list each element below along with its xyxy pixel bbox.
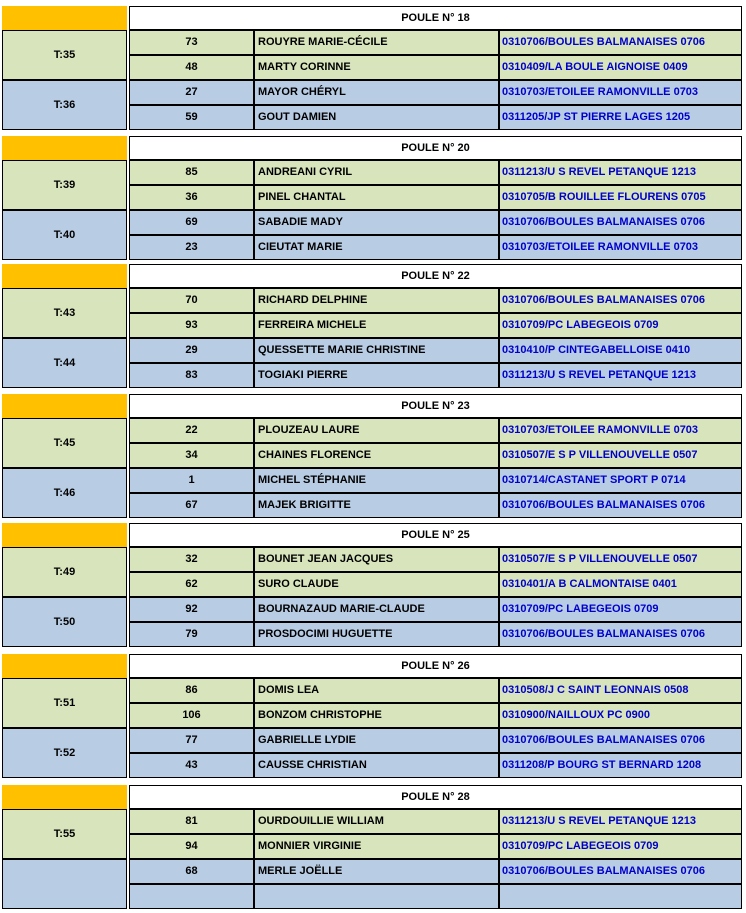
- poule-header: [0, 521, 742, 547]
- player-name: BONZOM CHRISTOPHE: [254, 703, 499, 728]
- player-number: 59: [129, 105, 254, 130]
- player-name: CAUSSE CHRISTIAN: [254, 753, 499, 778]
- team-label: T:39: [2, 160, 127, 210]
- player-name: MAJEK BRIGITTE: [254, 493, 499, 518]
- player-row: [129, 859, 742, 884]
- team-block: [0, 30, 742, 80]
- player-club: 0311213/U S REVEL PETANQUE 1213: [499, 809, 742, 834]
- player-name: GABRIELLE LYDIE: [254, 728, 499, 753]
- team-label: T:40: [2, 210, 127, 260]
- team-block: [0, 160, 742, 210]
- player-row: [129, 547, 742, 572]
- player-number: 106: [129, 703, 254, 728]
- player-club: 0310709/PC LABEGEOIS 0709: [499, 313, 742, 338]
- team-block: [0, 80, 742, 130]
- team-block: [0, 597, 742, 647]
- player-number: 68: [129, 859, 254, 884]
- player-row: [129, 703, 742, 728]
- poule-block: [0, 262, 742, 388]
- poule-title: POULE N° 18: [129, 6, 742, 30]
- player-club: 0310410/P CINTEGABELLOISE 0410: [499, 338, 742, 363]
- player-row: [129, 418, 742, 443]
- player-number: 29: [129, 338, 254, 363]
- player-name: ROUYRE MARIE-CÉCILE: [254, 30, 499, 55]
- player-row: [129, 338, 742, 363]
- player-club: 0310714/CASTANET SPORT P 0714: [499, 468, 742, 493]
- player-name: BOURNAZAUD MARIE-CLAUDE: [254, 597, 499, 622]
- player-row: [129, 468, 742, 493]
- poule-header-marker: [2, 654, 127, 678]
- player-row: [129, 363, 742, 388]
- player-row: [129, 185, 742, 210]
- player-name: [254, 884, 499, 909]
- team-block: [0, 210, 742, 260]
- player-club: 0310706/BOULES BALMANAISES 0706: [499, 288, 742, 313]
- team-block: [0, 418, 742, 468]
- player-number: 1: [129, 468, 254, 493]
- poule-title: POULE N° 26: [129, 654, 742, 678]
- player-name: FERREIRA MICHELE: [254, 313, 499, 338]
- player-name: PROSDOCIMI HUGUETTE: [254, 622, 499, 647]
- player-club: 0310703/ETOILEE RAMONVILLE 0703: [499, 418, 742, 443]
- player-row: [129, 80, 742, 105]
- player-name: MONNIER VIRGINIE: [254, 834, 499, 859]
- poule-header-marker: [2, 136, 127, 160]
- team-block: [0, 338, 742, 388]
- player-name: TOGIAKI PIERRE: [254, 363, 499, 388]
- player-club: 0310706/BOULES BALMANAISES 0706: [499, 210, 742, 235]
- poule-block: [0, 134, 742, 260]
- poule-title: POULE N° 23: [129, 394, 742, 418]
- team-label: [2, 859, 127, 909]
- player-number: 34: [129, 443, 254, 468]
- player-number: [129, 884, 254, 909]
- player-number: 69: [129, 210, 254, 235]
- team-label: T:49: [2, 547, 127, 597]
- player-row: [129, 728, 742, 753]
- player-club: [499, 884, 742, 909]
- poule-title: POULE N° 22: [129, 264, 742, 288]
- team-label: T:45: [2, 418, 127, 468]
- team-label: T:51: [2, 678, 127, 728]
- player-row: [129, 160, 742, 185]
- player-name: DOMIS LEA: [254, 678, 499, 703]
- player-club: 0310507/E S P VILLENOUVELLE 0507: [499, 443, 742, 468]
- player-club: 0311205/JP ST PIERRE LAGES 1205: [499, 105, 742, 130]
- player-club: 0310409/LA BOULE AIGNOISE 0409: [499, 55, 742, 80]
- player-number: 92: [129, 597, 254, 622]
- player-row: [129, 572, 742, 597]
- poule-header-marker: [2, 6, 127, 30]
- player-name: SABADIE MADY: [254, 210, 499, 235]
- player-row: [129, 288, 742, 313]
- player-club: 0311213/U S REVEL PETANQUE 1213: [499, 160, 742, 185]
- player-number: 93: [129, 313, 254, 338]
- player-row: [129, 753, 742, 778]
- poule-title: POULE N° 28: [129, 785, 742, 809]
- team-block: [0, 728, 742, 778]
- player-row: [129, 809, 742, 834]
- player-name: ANDREANI CYRIL: [254, 160, 499, 185]
- player-club: 0310709/PC LABEGEOIS 0709: [499, 597, 742, 622]
- player-number: 36: [129, 185, 254, 210]
- player-row: [129, 443, 742, 468]
- poule-block: [0, 521, 742, 647]
- player-club: 0310401/A B CALMONTAISE 0401: [499, 572, 742, 597]
- player-row: [129, 235, 742, 260]
- poule-header: [0, 392, 742, 418]
- player-club: 0310705/B ROUILLEE FLOURENS 0705: [499, 185, 742, 210]
- player-name: MARTY CORINNE: [254, 55, 499, 80]
- poule-header: [0, 4, 742, 30]
- player-row: [129, 834, 742, 859]
- player-row: [129, 622, 742, 647]
- player-number: 77: [129, 728, 254, 753]
- team-block: [0, 547, 742, 597]
- poule-header-marker: [2, 523, 127, 547]
- player-row: [129, 597, 742, 622]
- player-row: [129, 55, 742, 80]
- player-name: CHAINES FLORENCE: [254, 443, 499, 468]
- player-club: 0310900/NAILLOUX PC 0900: [499, 703, 742, 728]
- player-number: 81: [129, 809, 254, 834]
- player-club: 0310706/BOULES BALMANAISES 0706: [499, 30, 742, 55]
- player-name: RICHARD DELPHINE: [254, 288, 499, 313]
- player-club: 0311213/U S REVEL PETANQUE 1213: [499, 363, 742, 388]
- poule-block: [0, 783, 742, 909]
- player-row: [129, 313, 742, 338]
- player-name: MAYOR CHÉRYL: [254, 80, 499, 105]
- player-row: [129, 30, 742, 55]
- player-number: 27: [129, 80, 254, 105]
- player-name: PLOUZEAU LAURE: [254, 418, 499, 443]
- team-label: T:35: [2, 30, 127, 80]
- poule-block: [0, 4, 742, 130]
- player-row: [129, 493, 742, 518]
- poule-header-marker: [2, 785, 127, 809]
- player-number: 43: [129, 753, 254, 778]
- player-name: MERLE JOËLLE: [254, 859, 499, 884]
- poule-header-marker: [2, 394, 127, 418]
- player-row: [129, 884, 742, 909]
- player-club: 0311208/P BOURG ST BERNARD 1208: [499, 753, 742, 778]
- player-number: 86: [129, 678, 254, 703]
- team-label: T:50: [2, 597, 127, 647]
- player-club: 0310508/J C SAINT LEONNAIS 0508: [499, 678, 742, 703]
- poule-title: POULE N° 20: [129, 136, 742, 160]
- player-number: 85: [129, 160, 254, 185]
- team-label: T:46: [2, 468, 127, 518]
- player-club: 0310706/BOULES BALMANAISES 0706: [499, 622, 742, 647]
- poule-block: [0, 652, 742, 778]
- poule-block: [0, 392, 742, 518]
- poule-header-marker: [2, 264, 127, 288]
- player-number: 32: [129, 547, 254, 572]
- poule-header: [0, 134, 742, 160]
- player-number: 62: [129, 572, 254, 597]
- player-name: OURDOUILLIE WILLIAM: [254, 809, 499, 834]
- team-label: T:52: [2, 728, 127, 778]
- team-label: T:43: [2, 288, 127, 338]
- player-name: GOUT DAMIEN: [254, 105, 499, 130]
- player-club: 0310703/ETOILEE RAMONVILLE 0703: [499, 80, 742, 105]
- team-block: [0, 809, 742, 859]
- player-row: [129, 105, 742, 130]
- team-block: [0, 288, 742, 338]
- player-number: 73: [129, 30, 254, 55]
- poule-title: POULE N° 25: [129, 523, 742, 547]
- player-name: QUESSETTE MARIE CHRISTINE: [254, 338, 499, 363]
- player-number: 70: [129, 288, 254, 313]
- team-block: [0, 859, 742, 909]
- player-name: CIEUTAT MARIE: [254, 235, 499, 260]
- player-name: BOUNET JEAN JACQUES: [254, 547, 499, 572]
- player-club: 0310706/BOULES BALMANAISES 0706: [499, 859, 742, 884]
- poule-header: [0, 783, 742, 809]
- team-label: T:36: [2, 80, 127, 130]
- player-row: [129, 678, 742, 703]
- team-label: T:44: [2, 338, 127, 388]
- player-row: [129, 210, 742, 235]
- player-name: SURO CLAUDE: [254, 572, 499, 597]
- player-number: 83: [129, 363, 254, 388]
- player-club: 0310706/BOULES BALMANAISES 0706: [499, 493, 742, 518]
- poule-header: [0, 262, 742, 288]
- player-number: 79: [129, 622, 254, 647]
- player-name: MICHEL STÉPHANIE: [254, 468, 499, 493]
- player-number: 22: [129, 418, 254, 443]
- player-name: PINEL CHANTAL: [254, 185, 499, 210]
- player-club: 0310706/BOULES BALMANAISES 0706: [499, 728, 742, 753]
- player-club: 0310709/PC LABEGEOIS 0709: [499, 834, 742, 859]
- player-club: 0310703/ETOILEE RAMONVILLE 0703: [499, 235, 742, 260]
- player-number: 94: [129, 834, 254, 859]
- player-club: 0310507/E S P VILLENOUVELLE 0507: [499, 547, 742, 572]
- player-number: 48: [129, 55, 254, 80]
- poule-header: [0, 652, 742, 678]
- player-number: 23: [129, 235, 254, 260]
- team-block: [0, 678, 742, 728]
- player-number: 67: [129, 493, 254, 518]
- team-block: [0, 468, 742, 518]
- team-label: T:55: [2, 809, 127, 859]
